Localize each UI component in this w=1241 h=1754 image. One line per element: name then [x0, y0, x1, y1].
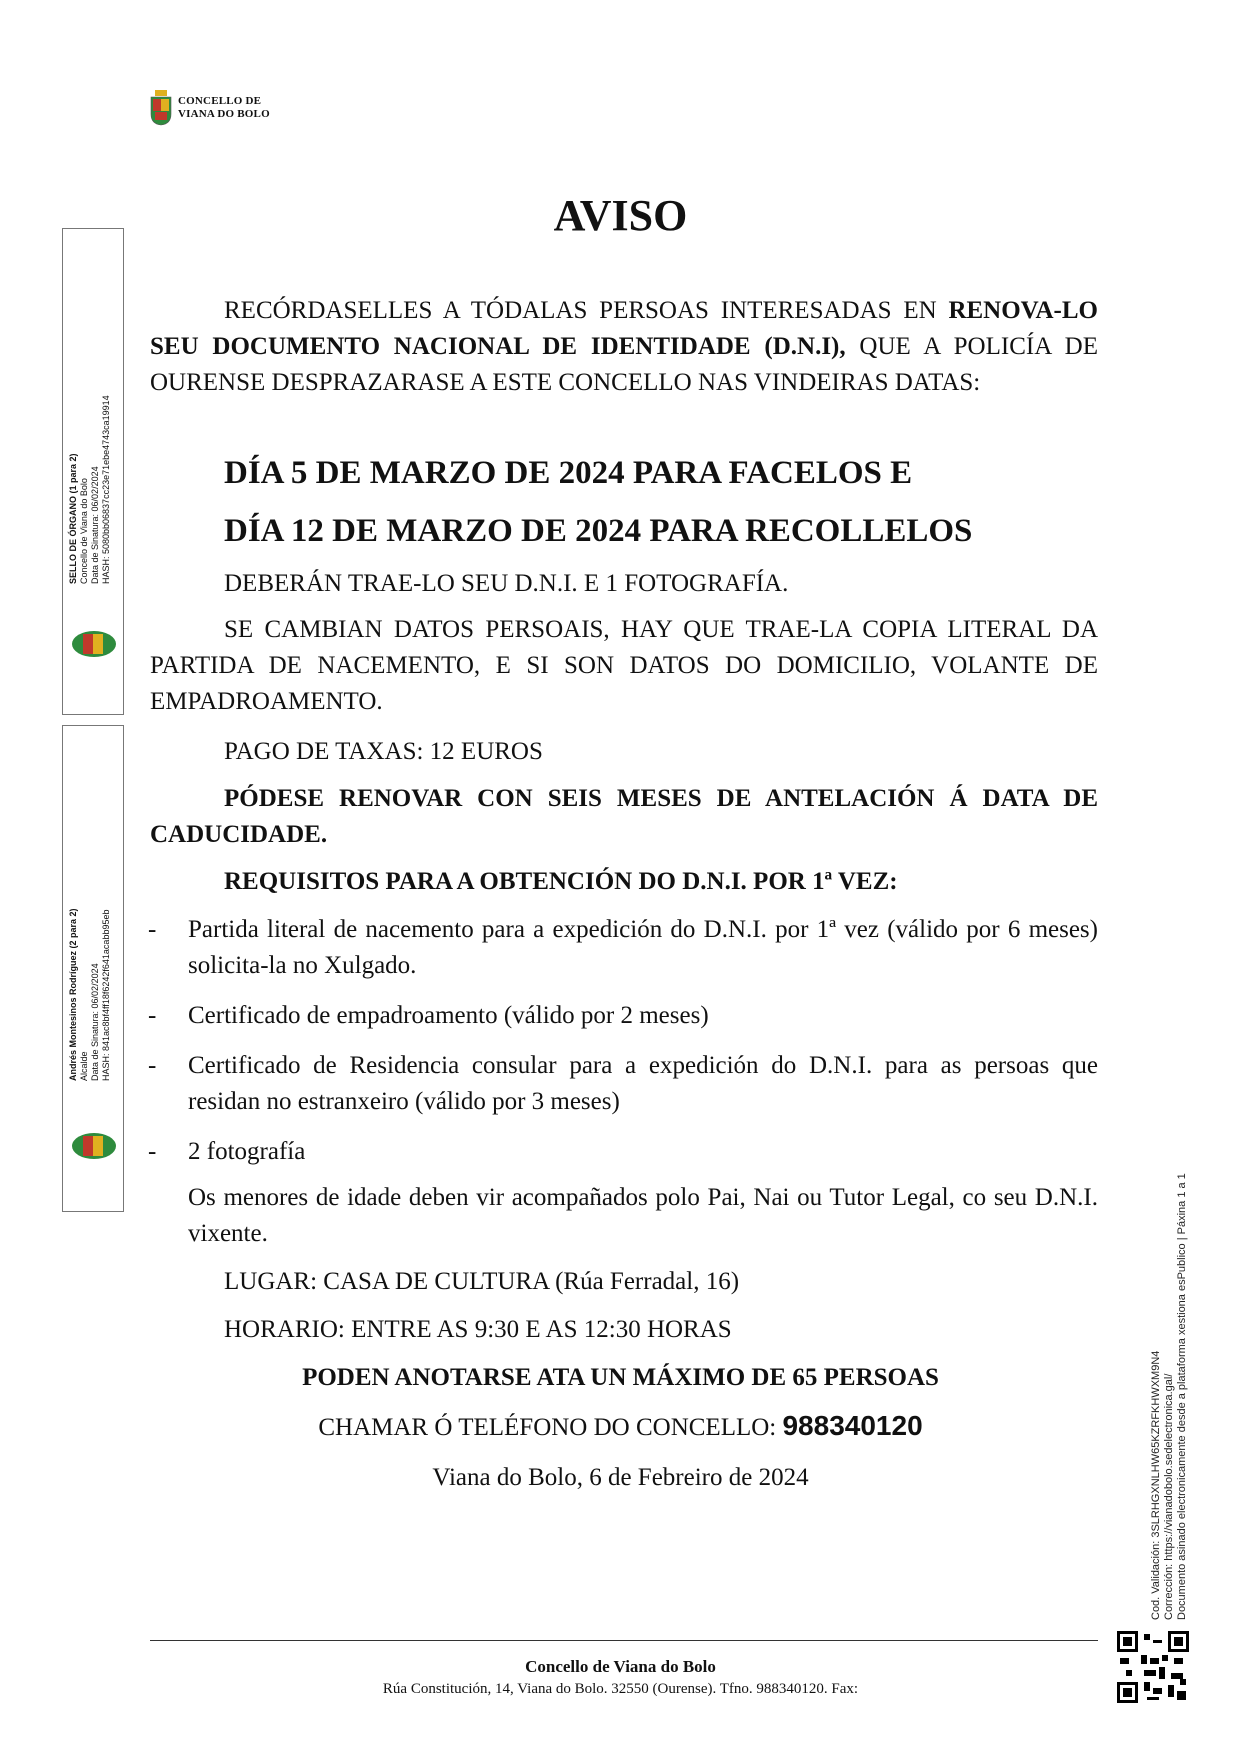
list-bullet: - — [148, 1138, 157, 1165]
list-bullet: - — [148, 1052, 157, 1079]
place-note: LUGAR: CASA DE CULTURA (Rúa Ferradal, 16) — [224, 1268, 740, 1295]
footer-address: Rúa Constitución, 14, Viana do Bolo. 32550 (Ourense). Tfno. 988340120. Fax: — [382, 1681, 859, 1697]
seal-coat-icon — [71, 629, 117, 659]
footer-divider — [150, 1640, 1098, 1641]
coat-of-arms-icon — [150, 90, 172, 126]
place-date: Viana do Bolo, 6 de Febreiro de 2024 — [432, 1464, 809, 1491]
signature-seal-mayor: Andrés Montesinos Rodríguez (2 para 2) Alcalde Data de Sinatura: 06/02/2024 HASH: 841ac8bf4ff18f6242f641acabb95eb — [62, 725, 124, 1212]
concello-logo — [150, 90, 270, 126]
list-bullet: - — [148, 1002, 157, 1029]
minors-note: Os menores de idade deben vir acompañados polo Pai, Nai ou Tutor Legal, co seu D.N.I. vixente. — [188, 1184, 1098, 1247]
date-second: DÍA 12 DE MARZO DE 2024 PARA RECOLLELOS — [224, 513, 973, 549]
renew-note: PÓDESE RENOVAR CON SEIS MESES DE ANTELACIÓN Á DATA DE CADUCIDADE. — [150, 785, 1098, 848]
page-title: AVISO — [553, 191, 688, 240]
list-item: Partida literal de nacemento para a expedición do D.N.I. por 1ª vez (válido por 6 meses) solicita-la no Xulgado. — [188, 916, 1098, 979]
list-item: 2 fotografía — [188, 1138, 306, 1165]
phone-number: 988340120 — [782, 1410, 923, 1441]
fee-note: PAGO DE TAXAS: 12 EUROS — [224, 738, 543, 765]
max-note: PODEN ANOTARSE ATA UN MÁXIMO DE 65 PERSOAS — [302, 1364, 939, 1391]
hours-note: HORARIO: ENTRE AS 9:30 E AS 12:30 HORAS — [224, 1316, 732, 1343]
footer-name: Concello de Viana do Bolo — [525, 1657, 716, 1676]
bring-note: DEBERÁN TRAE-LO SEU D.N.I. E 1 FOTOGRAFÍA. — [224, 570, 789, 597]
intro-bold: RENOVA-LO SEU DOCUMENTO NACIONAL DE IDENTIDADE (D.N.I), — [150, 297, 1098, 360]
signature-seal-organ: SELLO DE ÓRGANO (1 para 2) Concello de Viana do Bolo Data de Sinatura: 06/02/2024 HASH: 5080bb06837cc23e71ebe4743ca19914 — [62, 228, 124, 715]
intro-paragraph: RECÓRDASELLES A TÓDALAS PERSOAS INTERESADAS EN RENOVA-LO SEU DOCUMENTO NACIONAL DE IDENTIDADE (D.N.I), QUE A POLICÍA DE OURENSE DESPRAZARASE A ESTE CONCELLO NAS VINDEIRAS DATAS: — [150, 297, 1098, 396]
call-note: CHAMAR Ó TELÉFONO DO CONCELLO: 988340120 — [318, 1410, 923, 1441]
date-first: DÍA 5 DE MARZO DE 2024 PARA FACELOS E — [224, 455, 913, 491]
requirements-heading: REQUISITOS PARA A OBTENCIÓN DO D.N.I. POR 1ª VEZ: — [224, 868, 898, 895]
change-note: SE CAMBIAN DATOS PERSOAIS, HAY QUE TRAE-LA COPIA LITERAL DA PARTIDA DE NACEMENTO, E SI SON DATOS DO DOMICILIO, VOLANTE DE EMPADROAMENTO. — [150, 616, 1098, 715]
list-bullet: - — [148, 916, 157, 943]
validation-text: Cod. Validación: 3SLRHGXNLHW65KZRFKHWXM9N4 Corrección: https://vianadobolo.sedelectronica.gal/ Documento asinado electronicamente desde a plataforma xestiona esPublico | Páxina 1 a 1 — [1150, 1173, 1188, 1620]
qr-code-icon — [1117, 1631, 1189, 1703]
list-item: Certificado de empadroamento (válido por 2 meses) — [188, 1002, 709, 1029]
seal-coat-icon — [71, 1131, 117, 1161]
list-item: Certificado de Residencia consular para a expedición do D.N.I. para as persoas que residan no estranxeiro (válido por 3 meses) — [188, 1052, 1098, 1115]
logo-text: CONCELLO DE VIANA DO BOLO — [178, 95, 270, 120]
